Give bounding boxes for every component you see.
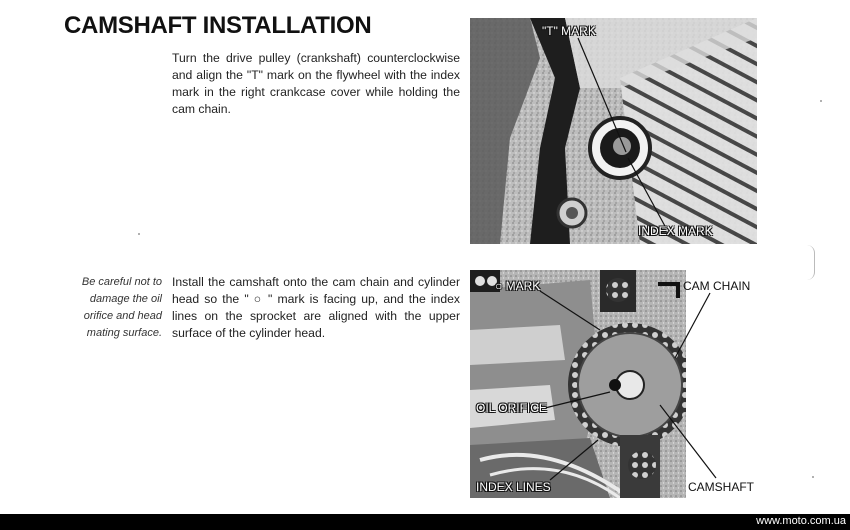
step1-text: Turn the drive pulley (crankshaft) counterclockwise and align the "T" mark on the flywheel with the index mark in the right crankcase cover while holding the cam chain.	[172, 51, 460, 116]
index-lines-label: INDEX LINES	[476, 480, 551, 494]
oil-orifice-label: OIL ORIFICE	[476, 401, 547, 415]
camshaft-label: CAMSHAFT	[688, 480, 754, 494]
flywheel-photo	[470, 18, 757, 244]
t-mark-label: "T" MARK	[542, 24, 596, 38]
o-mark-label: ○ MARK	[495, 279, 541, 293]
scan-speck	[812, 476, 814, 478]
bottom-bar	[0, 514, 850, 530]
cam-chain-label: CAM CHAIN	[683, 279, 751, 293]
scan-speck	[138, 233, 140, 235]
watermark: www.moto.com.ua	[756, 515, 846, 527]
caution-note: Be careful not to damage the oil orifice and head mating surface.	[81, 276, 162, 339]
page-edge-mark	[804, 245, 815, 280]
camshaft-photo	[470, 270, 686, 498]
page-title: CAMSHAFT INSTALLATION	[64, 12, 372, 39]
step2-text: Install the camshaft onto the cam chain and cylinder head so the " ○ " mark is facing up, and the index lines on the sprocket are aligned with the upper surface of the cylinder head.	[172, 275, 460, 340]
scan-speck	[820, 100, 822, 102]
index-mark-label: INDEX MARK	[638, 224, 713, 238]
